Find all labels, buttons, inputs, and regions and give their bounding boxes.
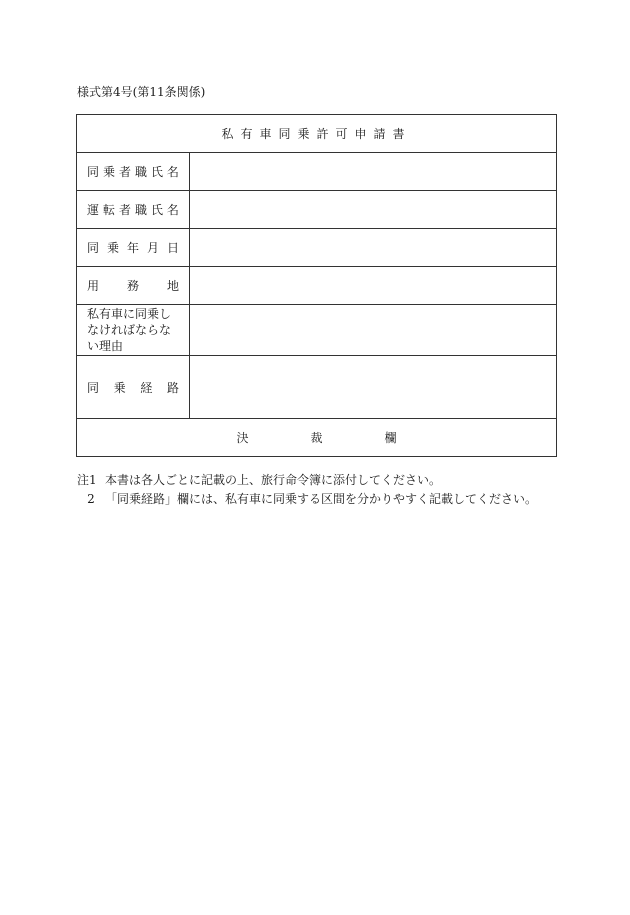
application-form-table bbox=[76, 114, 557, 457]
label-char: 同 bbox=[87, 165, 100, 179]
label-char: 運 bbox=[87, 203, 100, 217]
spread-label bbox=[87, 379, 179, 396]
form-row-passenger bbox=[77, 153, 557, 191]
label-char: 欄 bbox=[384, 431, 397, 445]
route-field[interactable] bbox=[190, 356, 557, 419]
row-label-route bbox=[77, 356, 190, 419]
label-char: 同 bbox=[87, 380, 100, 395]
ride-date-field[interactable] bbox=[190, 229, 557, 267]
decision-label bbox=[237, 429, 397, 446]
label-char: 月 bbox=[146, 241, 159, 255]
form-title: 私有車同乗許可申請書 bbox=[77, 115, 557, 153]
label-char: 日 bbox=[166, 241, 179, 255]
label-char: 地 bbox=[166, 279, 179, 293]
label-char: 乗 bbox=[102, 165, 115, 179]
row-label-date bbox=[77, 229, 190, 267]
note-marker: 2 bbox=[87, 492, 95, 506]
label-char: 年 bbox=[126, 241, 139, 255]
label-char: 路 bbox=[166, 380, 179, 395]
label-char: 名 bbox=[166, 165, 179, 179]
note-item bbox=[77, 490, 537, 509]
label-char: 転 bbox=[102, 203, 115, 217]
reason-field[interactable] bbox=[190, 305, 557, 356]
form-row-date bbox=[77, 229, 557, 267]
row-label-driver bbox=[77, 191, 190, 229]
label-char: 名 bbox=[166, 203, 179, 217]
spread-label bbox=[87, 201, 179, 218]
row-label-reason: 私有車に同乗しなければならない理由 bbox=[77, 305, 190, 356]
decision-row bbox=[77, 419, 557, 457]
title-row bbox=[77, 115, 557, 153]
label-char: 乗 bbox=[113, 380, 126, 395]
form-row-reason bbox=[77, 305, 557, 356]
label-char: 氏 bbox=[150, 165, 163, 179]
label-char: 職 bbox=[134, 203, 147, 217]
note-text: 本書は各人ごとに記載の上、旅行命令簿に添付してください。 bbox=[105, 473, 442, 487]
destination-field[interactable] bbox=[190, 267, 557, 305]
note-item bbox=[77, 471, 537, 490]
passenger-name-field[interactable] bbox=[190, 153, 557, 191]
row-label-passenger bbox=[77, 153, 190, 191]
label-char: 氏 bbox=[150, 203, 163, 217]
label-char: 裁 bbox=[310, 431, 323, 445]
decision-cell bbox=[77, 419, 557, 457]
note-text: 「同乗経路」欄には、私有車に同乗する区間を分かりやすく記載してください。 bbox=[105, 492, 538, 506]
form-row-destination bbox=[77, 267, 557, 305]
label-char: 乗 bbox=[106, 241, 119, 255]
label-char: 同 bbox=[87, 241, 100, 255]
label-char: 者 bbox=[118, 165, 131, 179]
spread-label bbox=[87, 277, 179, 294]
form-row-driver bbox=[77, 191, 557, 229]
spread-label bbox=[87, 163, 179, 180]
notes bbox=[77, 471, 537, 509]
label-char: 職 bbox=[134, 165, 147, 179]
spread-label bbox=[87, 239, 179, 256]
label-char: 用 bbox=[87, 279, 100, 293]
form-number: 様式第4号(第11条関係) bbox=[77, 85, 206, 99]
label-char: 経 bbox=[140, 380, 153, 395]
label-char: 者 bbox=[118, 203, 131, 217]
note-marker: 注1 bbox=[77, 473, 97, 487]
label-char: 務 bbox=[126, 279, 139, 293]
form-row-route bbox=[77, 356, 557, 419]
row-label-destination bbox=[77, 267, 190, 305]
label-char: 決 bbox=[236, 431, 249, 445]
driver-name-field[interactable] bbox=[190, 191, 557, 229]
